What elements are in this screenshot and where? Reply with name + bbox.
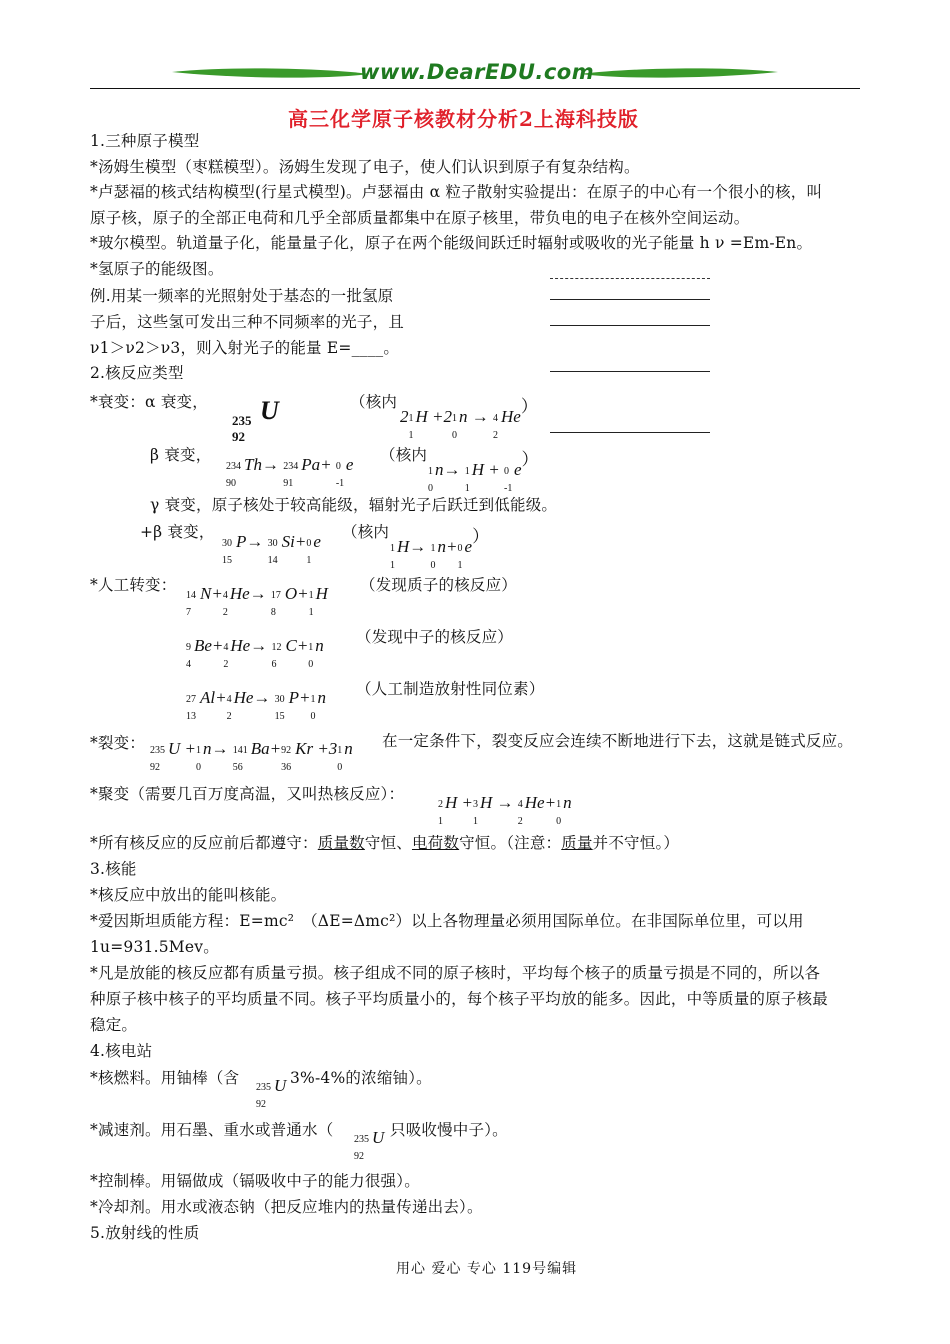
paragraph-line: *衰变：α 衰变， <box>90 393 208 411</box>
header-rule <box>90 88 860 89</box>
uranium-235-symbol: 235 92 U <box>232 396 279 444</box>
paragraph-line: *氢原子的能级图。 <box>90 260 224 278</box>
equation: 9 4 Be+ 4 2 He→ 12 6 C+ 1 0 n <box>186 636 324 670</box>
paragraph-line: （核内 <box>342 523 390 541</box>
paragraph-line: *玻尔模型。轨道量子化，能量量子化，原子在两个能级间跃迁时辐射或吸收的光子能量 h ν =Em-En。 <box>90 234 813 252</box>
paragraph-line: *汤姆生模型（枣糕模型）。汤姆生发现了电子，使人们认识到原子有复杂结构。 <box>90 158 640 176</box>
paragraph-line: ν1＞ν2＞ν3，则入射光子的能量 E=____。 <box>90 339 400 357</box>
equation: 235 92 U + 1 0 n→ 141 56 Ba+ 92 36 Kr +3 1 0 n <box>150 739 353 773</box>
paragraph-line: *卢瑟福的核式结构模型(行星式模型)。卢瑟福由 α 粒子散射实验提出：在原子的中心有一个很小的核，叫 <box>90 183 823 201</box>
section-heading: 3.核能 <box>90 860 137 878</box>
energy-level <box>550 371 710 372</box>
paragraph-line: （发现中子的核反应） <box>356 628 514 646</box>
paragraph-line: 只吸收慢中子）。 <box>390 1121 508 1139</box>
paragraph-line: *爱因斯坦质能方程：E=mc² （ΔE=Δmc²）以上各物理量必须用国际单位。在非国际单位里，可以用 <box>90 912 804 930</box>
equation: 1 1 H→ 1 0 n+ 0 1 e） <box>390 527 490 571</box>
page-title: 高三化学原子核教材分析2上海科技版 <box>288 107 639 131</box>
text-run: 并不守恒。） <box>592 834 680 852</box>
paragraph-line: *聚变（需要几百万度高温，又叫热核反应）： <box>90 785 405 803</box>
paragraph-line: （发现质子的核反应） <box>360 576 518 594</box>
paragraph-line <box>90 832 679 854</box>
section-heading: 5.放射线的性质 <box>90 1224 200 1242</box>
paragraph-line: *核燃料。用铀棒（含 <box>90 1069 240 1087</box>
paragraph-line: （核内 <box>380 446 428 464</box>
uranium-235-symbol: 235 92 U <box>354 1128 385 1162</box>
energy-level <box>550 325 710 326</box>
logo-text: www.DearEDU.com <box>360 60 595 84</box>
equation: 14 7 N+ 4 2 He→ 17 8 O+ 1 1 H <box>186 584 328 618</box>
equation: 234 90 Th→ 234 91 Pa+ 0 -1 e <box>226 455 354 489</box>
energy-level-infinity <box>550 278 710 279</box>
paragraph-line: 1u=931.5Mev。 <box>90 938 219 956</box>
paragraph-line: *核反应中放出的能叫核能。 <box>90 886 287 904</box>
equation: 27 13 Al+ 4 2 He→ 30 15 P+ 1 0 n <box>186 688 327 722</box>
paragraph-line: *冷却剂。用水或液态钠（把反应堆内的热量传递出去）。 <box>90 1198 483 1216</box>
section-heading: 1.三种原子模型 <box>90 132 200 150</box>
page-footer: 用心 爱心 专心 119号编辑 <box>396 1261 578 1277</box>
text-run: 守恒、 <box>364 834 412 852</box>
section-heading: 4.核电站 <box>90 1042 153 1060</box>
paragraph-line: （人工制造放射性同位素） <box>356 680 545 698</box>
equation: 1 0 n→ 1 1 H + 0 -1 e） <box>428 450 539 494</box>
header-logo <box>170 58 780 88</box>
paragraph-line: 在一定条件下，裂变反应会连续不断地进行下去，这就是链式反应。 <box>382 732 854 750</box>
paragraph-line: γ 衰变，原子核处于较高能级，辐射光子后跃迁到低能级。 <box>150 496 558 514</box>
paragraph-line: （核内 <box>350 393 398 411</box>
text-run: *所有核反应的反应前后都遵守： <box>90 834 318 852</box>
paragraph-line: 原子核，原子的全部正电荷和几乎全部质量都集中在原子核里，带负电的电子在核外空间运动。 <box>90 209 750 227</box>
paragraph-line: 稳定。 <box>90 1016 138 1034</box>
energy-level-ground <box>550 432 710 433</box>
paragraph-line: *凡是放能的核反应都有质量亏损。核子组成不同的原子核时，平均每个核子的质量亏损是不同的，所以各 <box>90 964 821 982</box>
underlined-term: 质量数 <box>317 834 365 852</box>
paragraph-line: *裂变： <box>90 734 146 752</box>
paragraph-line: 例.用某一频率的光照射处于基态的一批氢原 <box>90 287 394 305</box>
paragraph-line: β 衰变， <box>150 446 212 464</box>
paragraph-line: +β 衰变， <box>140 523 215 541</box>
uranium-235-symbol: 235 92 U <box>256 1076 287 1110</box>
text-run: 守恒。（注意： <box>459 834 562 852</box>
section-heading: 2.核反应类型 <box>90 364 184 382</box>
paragraph-line: 3%-4%的浓缩铀）。 <box>290 1069 432 1087</box>
paragraph-line: *控制棒。用镉做成（镉吸收中子的能力很强）。 <box>90 1172 420 1190</box>
paragraph-line: *减速剂。用石墨、重水或普通水（ <box>90 1121 334 1139</box>
equation: 2 1 H + 3 1 H → 4 2 He+ 1 0 n <box>438 793 572 827</box>
paragraph-line: *人工转变： <box>90 576 177 594</box>
energy-level <box>550 299 710 300</box>
equation: 30 15 P→ 30 14 Si+ 0 1 e <box>222 532 321 566</box>
underlined-term: 电荷数 <box>411 834 460 852</box>
paragraph-line: 子后，这些氢可发出三种不同频率的光子，且 <box>90 313 405 331</box>
underlined-term: 质量 <box>561 834 593 852</box>
paragraph-line: 种原子核中核子的平均质量不同。核子平均质量小的，每个核子平均放的能多。因此，中等质量的原子核最 <box>90 990 828 1008</box>
equation: 2 1 1 H +2 1 0 n → 4 2 He） <box>400 397 538 441</box>
